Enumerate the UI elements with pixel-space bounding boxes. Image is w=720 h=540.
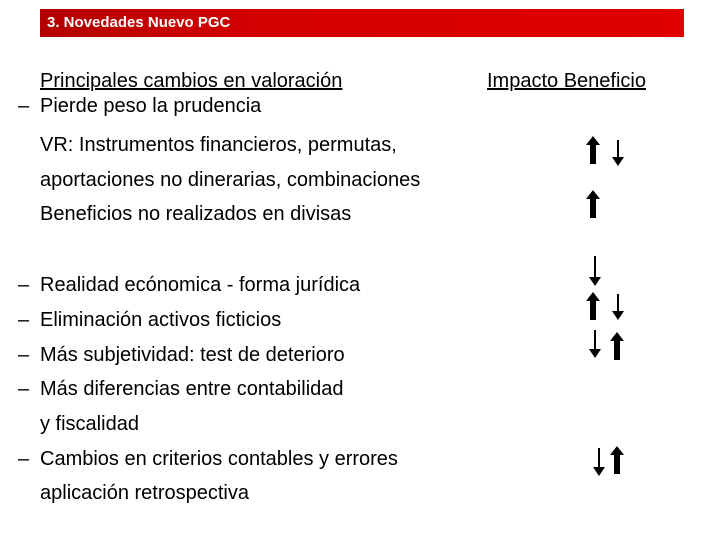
item-fiscalidad: y fiscalidad (40, 413, 139, 435)
bullet-dash: – (18, 448, 30, 470)
down-arrow-icon (589, 256, 601, 286)
up-arrow-icon (610, 446, 624, 474)
down-arrow-icon (589, 330, 601, 358)
bullet-dash: – (18, 344, 30, 366)
item-prudencia: Pierde peso la prudencia (40, 95, 262, 117)
item-subjetividad: Más subjetividad: test de deterioro (40, 344, 345, 366)
section-heading: Principales cambios en valoración (40, 70, 343, 92)
item-vr: VR: Instrumentos financieros, permutas, (40, 134, 397, 156)
slide-title: 3. Novedades Nuevo PGC (47, 14, 231, 31)
bullet-dash: – (18, 95, 30, 117)
up-arrow-icon (610, 332, 624, 360)
down-arrow-icon (612, 294, 624, 320)
item-divisas: Beneficios no realizados en divisas (40, 203, 352, 225)
item-diferencias: Más diferencias entre contabilidad (40, 378, 344, 400)
item-realidad: Realidad ecónomica - forma jurídica (40, 274, 361, 296)
down-arrow-icon (593, 448, 605, 476)
bullet-dash: – (18, 309, 30, 331)
up-arrow-icon (586, 190, 600, 218)
item-aportaciones: aportaciones no dinerarias, combinaciones (40, 169, 421, 191)
up-arrow-icon (586, 292, 600, 320)
bullet-dash: – (18, 378, 30, 400)
item-retrospectiva: aplicación retrospectiva (40, 482, 249, 504)
item-cambios: Cambios en criterios contables y errores (40, 448, 398, 470)
down-arrow-icon (612, 140, 624, 166)
up-arrow-icon (586, 136, 600, 164)
bullet-dash: – (18, 274, 30, 296)
slide-title-bar (40, 9, 684, 37)
item-eliminacion: Eliminación activos ficticios (40, 309, 282, 331)
impact-heading: Impacto Beneficio (487, 70, 646, 92)
